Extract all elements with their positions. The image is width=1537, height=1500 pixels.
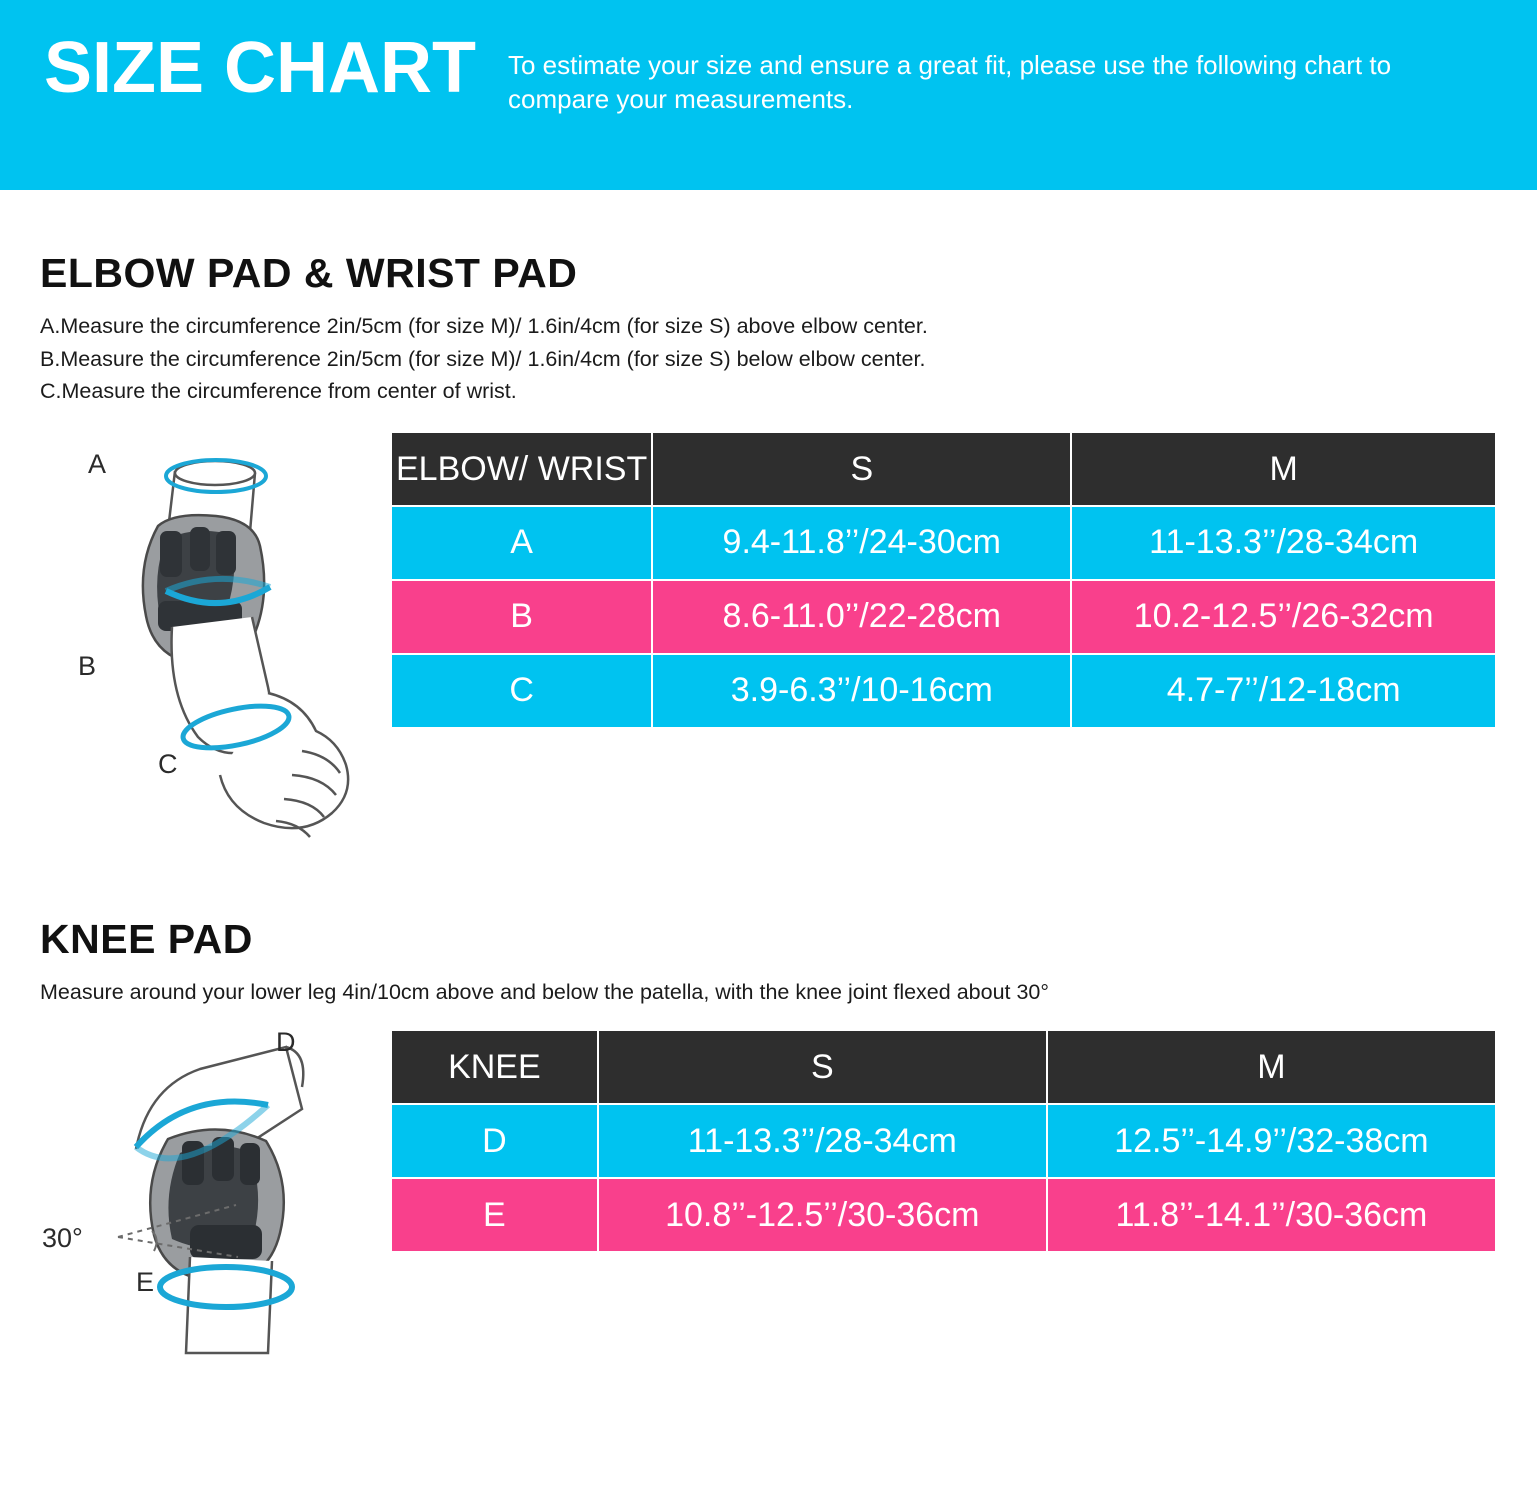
page-header-banner (0, 0, 1537, 190)
table-row (391, 506, 1496, 580)
elbow-wrist-section (0, 250, 1537, 856)
table-row (391, 1104, 1496, 1178)
table-header-row (391, 432, 1496, 506)
row-label-b: B (391, 580, 652, 654)
column-header-m: M (1047, 1030, 1496, 1104)
cell-c-s: 3.9-6.3’’/10-16cm (652, 654, 1071, 728)
knee-diagram (40, 1029, 390, 1364)
knee-section-title: KNEE PAD (40, 915, 253, 962)
knee-illustration-svg (40, 1029, 380, 1359)
row-label-d: D (391, 1104, 598, 1178)
cell-a-s: 9.4-11.8’’/24-30cm (652, 506, 1071, 580)
knee-label-angle: 30° (42, 1223, 83, 1254)
elbow-instruction-a: A.Measure the circumference 2in/5cm (for size M)/ 1.6in/4cm (for size S) above elbow center. (40, 314, 928, 338)
elbow-label-b: B (78, 650, 97, 681)
column-header-s: S (652, 432, 1071, 506)
elbow-diagram (40, 431, 390, 856)
table-row (391, 1178, 1496, 1252)
knee-label-e: E (136, 1267, 155, 1298)
cell-a-m: 11-13.3’’/28-34cm (1071, 506, 1496, 580)
cell-c-m: 4.7-7’’/12-18cm (1071, 654, 1496, 728)
table-row (391, 654, 1496, 728)
knee-size-table (390, 1029, 1497, 1253)
elbow-illustration-svg (40, 431, 380, 851)
column-header-knee: KNEE (391, 1030, 598, 1104)
cell-b-s: 8.6-11.0’’/22-28cm (652, 580, 1071, 654)
row-label-e: E (391, 1178, 598, 1252)
cell-e-m: 11.8’’-14.1’’/30-36cm (1047, 1178, 1496, 1252)
elbow-label-c: C (158, 748, 178, 779)
page-subtitle: To estimate your size and ensure a great fit, please use the following chart to compare your measurements. (508, 50, 1392, 115)
column-header-m: M (1071, 432, 1496, 506)
row-label-a: A (391, 506, 652, 580)
page-title: SIZE CHART (44, 28, 476, 108)
row-label-c: C (391, 654, 652, 728)
cell-d-s: 11-13.3’’/28-34cm (598, 1104, 1047, 1178)
elbow-instruction-c: C.Measure the circumference from center of wrist. (40, 379, 517, 404)
column-header-elbow-wrist: ELBOW/ WRIST (391, 432, 652, 506)
elbow-wrist-size-table (390, 431, 1497, 729)
column-header-s: S (598, 1030, 1047, 1104)
table-row (391, 580, 1496, 654)
cell-b-m: 10.2-12.5’’/26-32cm (1071, 580, 1496, 654)
table-header-row (391, 1030, 1496, 1104)
cell-e-s: 10.8’’-12.5’’/30-36cm (598, 1178, 1047, 1252)
elbow-instruction-b: B.Measure the circumference 2in/5cm (for size M)/ 1.6in/4cm (for size S) below elbow center. (40, 346, 926, 371)
elbow-label-a: A (88, 448, 107, 479)
knee-section (0, 916, 1537, 1365)
knee-instruction: Measure around your lower leg 4in/10cm above and below the patella, with the knee joint flexed about 30° (40, 979, 1049, 1004)
cell-d-m: 12.5’’-14.9’’/32-38cm (1047, 1104, 1496, 1178)
elbow-section-title: ELBOW PAD & WRIST PAD (40, 250, 578, 296)
knee-label-d: D (276, 1029, 296, 1058)
